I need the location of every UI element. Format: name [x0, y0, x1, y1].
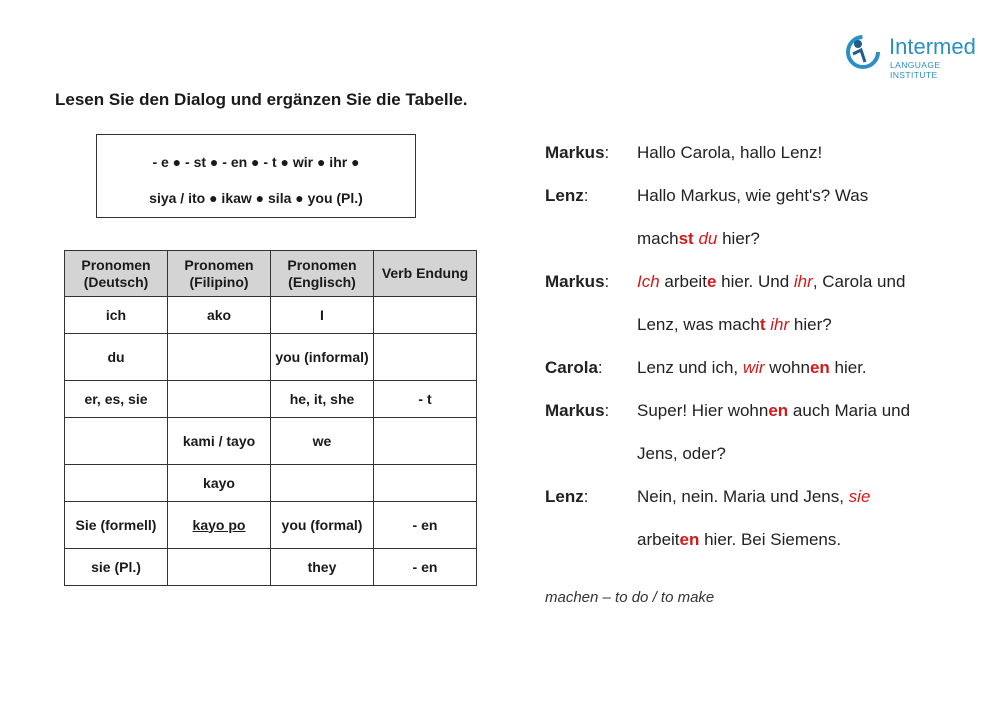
cell-englisch[interactable] [271, 465, 374, 502]
cell-deutsch[interactable] [65, 465, 168, 502]
dialog-text: machst du hier? [637, 229, 760, 248]
cell-filipino-text: kayo po [192, 516, 246, 533]
logo-brand-text: Intermed [889, 34, 976, 59]
pronoun-table [64, 250, 477, 586]
table-row [65, 465, 477, 502]
table-row [65, 549, 477, 586]
table-header-row [65, 251, 477, 297]
header-verb-endung: Verb Endung [374, 251, 477, 297]
cell-filipino: kayo [168, 465, 271, 502]
cell-englisch: I [271, 297, 374, 334]
table-row [65, 297, 477, 334]
header-englisch: Pronomen (Englisch) [271, 251, 374, 297]
cell-englisch: he, it, she [271, 381, 374, 418]
speaker: Markus: [545, 272, 610, 291]
logo-subtitle-text: LANGUAGE INSTITUTE [890, 60, 941, 80]
table-row [65, 418, 477, 465]
cell-filipino[interactable] [168, 549, 271, 586]
cell-deutsch: Sie (formell) [65, 502, 168, 549]
word-bank-line-1: - e ● - st ● - en ● - t ● wir ● ihr ● [152, 154, 360, 170]
dialog-text: Super! Hier wohnen auch Maria und [637, 401, 911, 420]
cell-deutsch: ich [65, 297, 168, 334]
table-row [65, 502, 477, 549]
cell-englisch: you (informal) [271, 334, 374, 381]
cell-englisch: we [271, 418, 374, 465]
header-deutsch: Pronomen (Deutsch) [65, 251, 168, 297]
cell-englisch: they [271, 549, 374, 586]
dialog-text: Ich arbeite hier. Und ihr, Carola und [637, 272, 906, 291]
word-bank-box [96, 134, 416, 218]
cell-verb-endung: - en [374, 549, 477, 586]
cell-verb-endung[interactable] [374, 334, 477, 381]
header-filipino: Pronomen (Filipino) [168, 251, 271, 297]
cell-verb-endung[interactable] [374, 418, 477, 465]
cell-englisch: you (formal) [271, 502, 374, 549]
word-bank-line-2: siya / ito ● ikaw ● sila ● you (Pl.) [149, 190, 363, 206]
dialog-text: Hallo Markus, wie geht's? Was [637, 186, 869, 205]
dialog-text: Hallo Carola, hallo Lenz! [637, 143, 823, 162]
cell-verb-endung[interactable] [374, 465, 477, 502]
instruction-heading: Lesen Sie den Dialog und ergänzen Sie die Tabelle. [55, 90, 468, 109]
table-row [65, 334, 477, 381]
speaker: Carola: [545, 358, 603, 377]
cell-verb-endung: - t [374, 381, 477, 418]
speaker: Markus: [545, 143, 610, 162]
speaker: Markus: [545, 401, 610, 420]
cell-filipino[interactable] [168, 334, 271, 381]
cell-deutsch: sie (Pl.) [65, 549, 168, 586]
vocabulary-footnote: machen – to do / to make [545, 589, 715, 606]
intermed-logo [843, 30, 983, 78]
cell-verb-endung[interactable] [374, 297, 477, 334]
cell-verb-endung: - en [374, 502, 477, 549]
cell-filipino: ako [168, 297, 271, 334]
speaker: Lenz: [545, 186, 589, 205]
cell-deutsch[interactable] [65, 418, 168, 465]
dialog-text: Lenz, was macht ihr hier? [637, 315, 832, 334]
table-row [65, 381, 477, 418]
speaker: Lenz: [545, 487, 589, 506]
intermed-logo-icon [843, 32, 883, 72]
cell-deutsch: er, es, sie [65, 381, 168, 418]
dialog-text: arbeiten hier. Bei Siemens. [637, 530, 842, 549]
dialog-text: Jens, oder? [637, 444, 726, 463]
cell-filipino[interactable] [168, 381, 271, 418]
cell-filipino [168, 502, 271, 549]
dialog-text: Nein, nein. Maria und Jens, sie [637, 487, 871, 506]
cell-filipino: kami / tayo [168, 418, 271, 465]
dialog-text: Lenz und ich, wir wohnen hier. [637, 358, 867, 377]
cell-deutsch: du [65, 334, 168, 381]
